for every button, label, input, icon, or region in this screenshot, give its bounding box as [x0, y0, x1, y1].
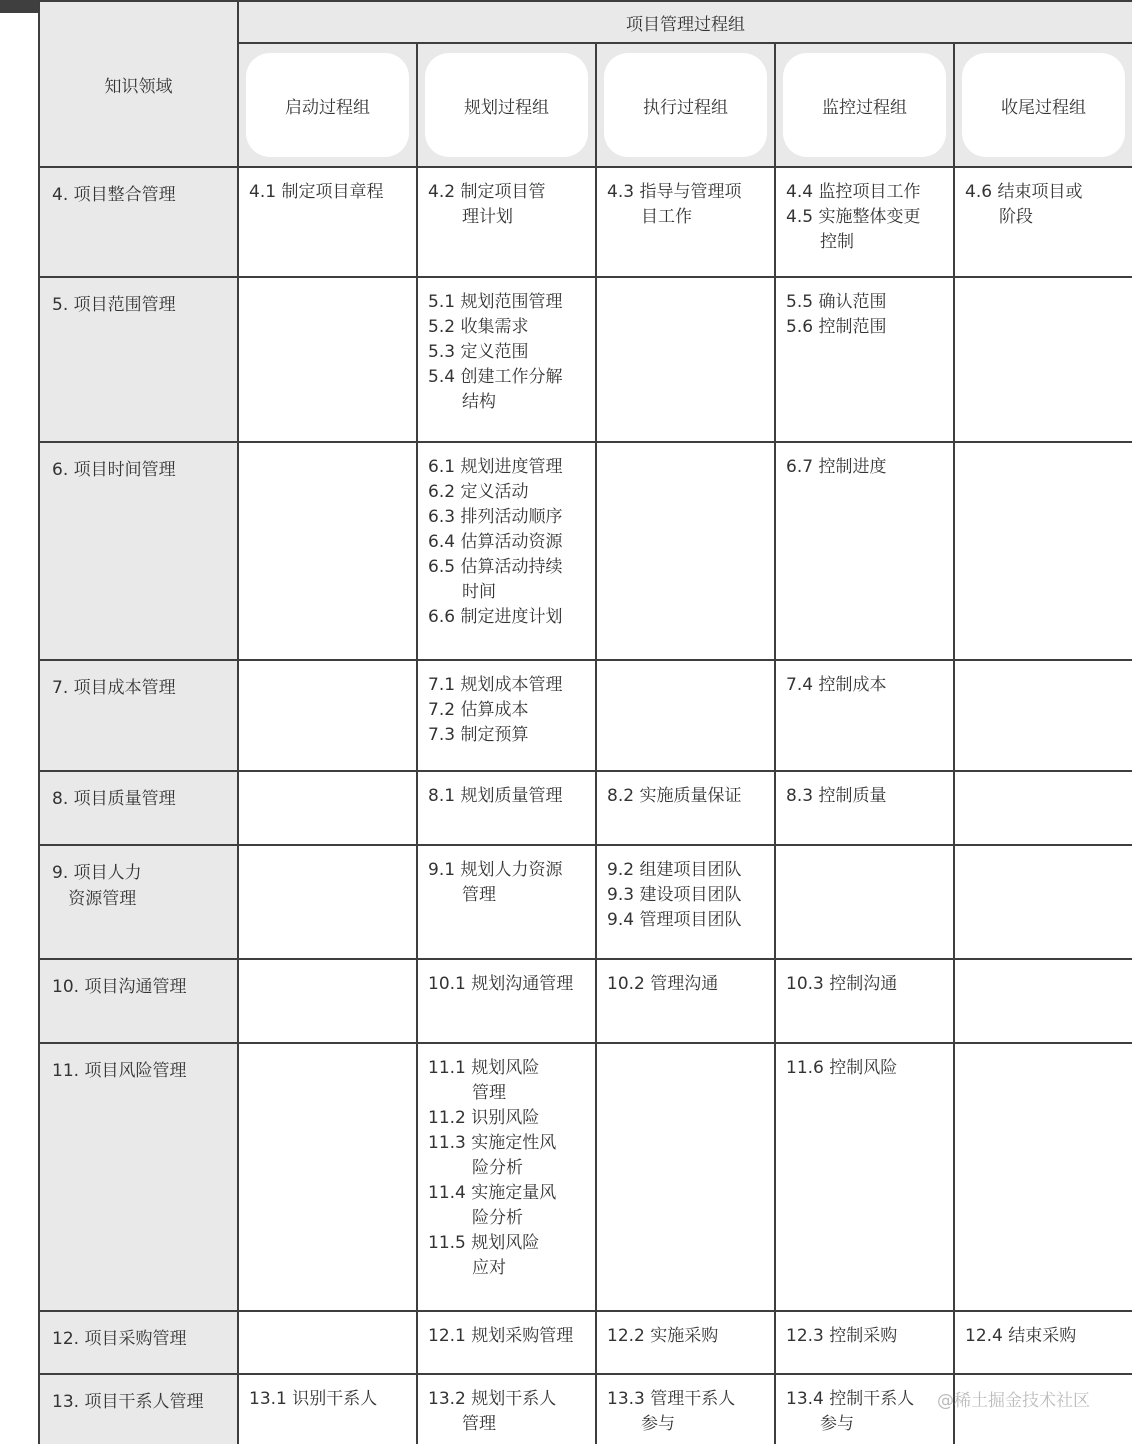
process-item: 6.2 定义活动 — [428, 482, 529, 502]
knowledge-area-cell: 10. 项目沟通管理 — [39, 959, 238, 1043]
process-cell — [954, 660, 1132, 771]
table-row — [39, 277, 1132, 442]
process-item: 12.2 实施采购 — [607, 1326, 719, 1346]
process-cell — [596, 277, 775, 442]
process-item: 10.3 控制沟通 — [786, 974, 898, 994]
process-item: 4.1 制定项目章程 — [249, 182, 384, 202]
process-cell — [238, 845, 417, 959]
process-group-title-label: 项目管理过程组 — [626, 14, 746, 35]
process-item: 11.5 规划风险 应对 — [428, 1233, 540, 1278]
process-item: 12.1 规划采购管理 — [428, 1326, 574, 1346]
process-cell — [417, 277, 596, 442]
process-cell — [954, 442, 1132, 660]
process-cell — [775, 277, 954, 442]
process-cell — [238, 660, 417, 771]
process-item: 13.2 规划干系人 管理 — [428, 1389, 557, 1434]
process-item: 13.1 识别干系人 — [249, 1389, 378, 1409]
process-cell — [238, 1311, 417, 1374]
process-cell — [238, 959, 417, 1043]
process-item: 13.4 控制干系人 参与 — [786, 1389, 915, 1434]
knowledge-area-header — [39, 1, 238, 167]
process-item: 11.4 实施定量风 险分析 — [428, 1183, 557, 1228]
process-cell — [596, 1043, 775, 1311]
process-cell — [238, 1043, 417, 1311]
process-item: 9.1 规划人力资源 管理 — [428, 860, 563, 905]
table-body — [39, 167, 1132, 1444]
process-cell — [775, 442, 954, 660]
process-item: 10.1 规划沟通管理 — [428, 974, 574, 994]
process-item: 11.2 识别风险 — [428, 1108, 540, 1128]
process-cell — [238, 167, 417, 277]
process-cell — [596, 1311, 775, 1374]
process-item: 5.2 收集需求 — [428, 317, 529, 337]
knowledge-area-cell: 5. 项目范围管理 — [39, 277, 238, 442]
knowledge-area-header-label: 知识领域 — [104, 77, 173, 97]
process-cell — [417, 660, 596, 771]
process-item: 5.3 定义范围 — [428, 342, 529, 362]
process-item: 8.1 规划质量管理 — [428, 786, 563, 806]
process-item: 6.4 估算活动资源 — [428, 532, 563, 552]
process-item: 7.3 制定预算 — [428, 725, 529, 745]
process-group-closing — [954, 43, 1132, 167]
process-item: 11.1 规划风险 管理 — [428, 1058, 540, 1103]
process-item: 12.4 结束采购 — [965, 1326, 1077, 1346]
process-group-planning — [417, 43, 596, 167]
process-cell — [775, 845, 954, 959]
watermark: @稀土掘金技术社区 — [937, 1391, 1090, 1411]
process-group-pill: 启动过程组 — [246, 53, 409, 157]
process-cell — [417, 1043, 596, 1311]
process-cell — [954, 959, 1132, 1043]
process-cell — [417, 1374, 596, 1444]
process-cell — [775, 771, 954, 845]
process-item: 4.5 实施整体变更 控制 — [786, 207, 921, 252]
process-table-container — [38, 0, 1132, 1444]
process-item: 7.4 控制成本 — [786, 675, 887, 695]
process-cell — [596, 845, 775, 959]
process-item: 11.6 控制风险 — [786, 1058, 898, 1078]
process-item: 9.4 管理项目团队 — [607, 910, 742, 930]
process-group-pill: 监控过程组 — [783, 53, 946, 157]
knowledge-area-cell: 11. 项目风险管理 — [39, 1043, 238, 1311]
process-cell — [775, 959, 954, 1043]
process-item: 5.5 确认范围 — [786, 292, 887, 312]
process-cell — [238, 1374, 417, 1444]
process-item: 12.3 控制采购 — [786, 1326, 898, 1346]
table-row — [39, 1311, 1132, 1374]
process-group-pill: 规划过程组 — [425, 53, 588, 157]
process-item: 5.4 创建工作分解 结构 — [428, 367, 563, 412]
process-group-title — [238, 1, 1132, 43]
process-cell — [238, 277, 417, 442]
process-cell — [775, 167, 954, 277]
process-cell — [775, 1374, 954, 1444]
process-item: 8.3 控制质量 — [786, 786, 887, 806]
process-cell — [417, 771, 596, 845]
process-group-executing — [596, 43, 775, 167]
table-row — [39, 845, 1132, 959]
process-item: 7.1 规划成本管理 — [428, 675, 563, 695]
process-item: 4.4 监控项目工作 — [786, 182, 921, 202]
process-cell — [238, 442, 417, 660]
process-item: 6.6 制定进度计划 — [428, 607, 563, 627]
process-item: 8.2 实施质量保证 — [607, 786, 742, 806]
process-item: 4.3 指导与管理项 目工作 — [607, 182, 742, 227]
process-cell — [596, 660, 775, 771]
process-cell — [417, 1311, 596, 1374]
process-cell — [954, 771, 1132, 845]
process-item: 7.2 估算成本 — [428, 700, 529, 720]
process-cell — [417, 442, 596, 660]
process-cell — [596, 442, 775, 660]
process-cell — [417, 959, 596, 1043]
table-row — [39, 660, 1132, 771]
process-item: 13.3 管理干系人 参与 — [607, 1389, 736, 1434]
knowledge-area-cell: 13. 项目干系人管理 — [39, 1374, 238, 1444]
process-item: 6.1 规划进度管理 — [428, 457, 563, 477]
process-cell — [596, 771, 775, 845]
process-cell — [238, 771, 417, 845]
process-item: 6.3 排列活动顺序 — [428, 507, 563, 527]
table-row — [39, 959, 1132, 1043]
process-group-monitoring — [775, 43, 954, 167]
process-cell — [596, 1374, 775, 1444]
process-cell — [417, 167, 596, 277]
process-cell — [954, 845, 1132, 959]
process-item: 9.3 建设项目团队 — [607, 885, 742, 905]
knowledge-area-cell: 8. 项目质量管理 — [39, 771, 238, 845]
process-cell — [417, 845, 596, 959]
process-cell — [775, 1043, 954, 1311]
process-cell — [954, 1311, 1132, 1374]
process-cell — [775, 1311, 954, 1374]
process-item: 4.2 制定项目管 理计划 — [428, 182, 546, 227]
process-item: 6.7 控制进度 — [786, 457, 887, 477]
process-item: 5.1 规划范围管理 — [428, 292, 563, 312]
process-group-pill: 执行过程组 — [604, 53, 767, 157]
process-item: 9.2 组建项目团队 — [607, 860, 742, 880]
knowledge-area-cell: 4. 项目整合管理 — [39, 167, 238, 277]
process-item: 11.3 实施定性风 险分析 — [428, 1133, 557, 1178]
knowledge-area-cell: 9. 项目人力 资源管理 — [39, 845, 238, 959]
knowledge-area-cell: 12. 项目采购管理 — [39, 1311, 238, 1374]
process-cell — [954, 277, 1132, 442]
process-cell — [954, 1043, 1132, 1311]
process-item: 10.2 管理沟通 — [607, 974, 719, 994]
knowledge-area-cell: 6. 项目时间管理 — [39, 442, 238, 660]
table-row — [39, 771, 1132, 845]
process-item: 4.6 结束项目或 阶段 — [965, 182, 1083, 227]
process-cell — [596, 959, 775, 1043]
process-item: 6.5 估算活动持续 时间 — [428, 557, 563, 602]
process-cell — [954, 167, 1132, 277]
process-item: 5.6 控制范围 — [786, 317, 887, 337]
knowledge-area-cell: 7. 项目成本管理 — [39, 660, 238, 771]
process-group-initiating — [238, 43, 417, 167]
process-group-pill: 收尾过程组 — [962, 53, 1125, 157]
process-groups-table — [38, 0, 1132, 1444]
table-row — [39, 1043, 1132, 1311]
table-row — [39, 442, 1132, 660]
table-row — [39, 167, 1132, 277]
process-cell — [775, 660, 954, 771]
process-cell — [596, 167, 775, 277]
